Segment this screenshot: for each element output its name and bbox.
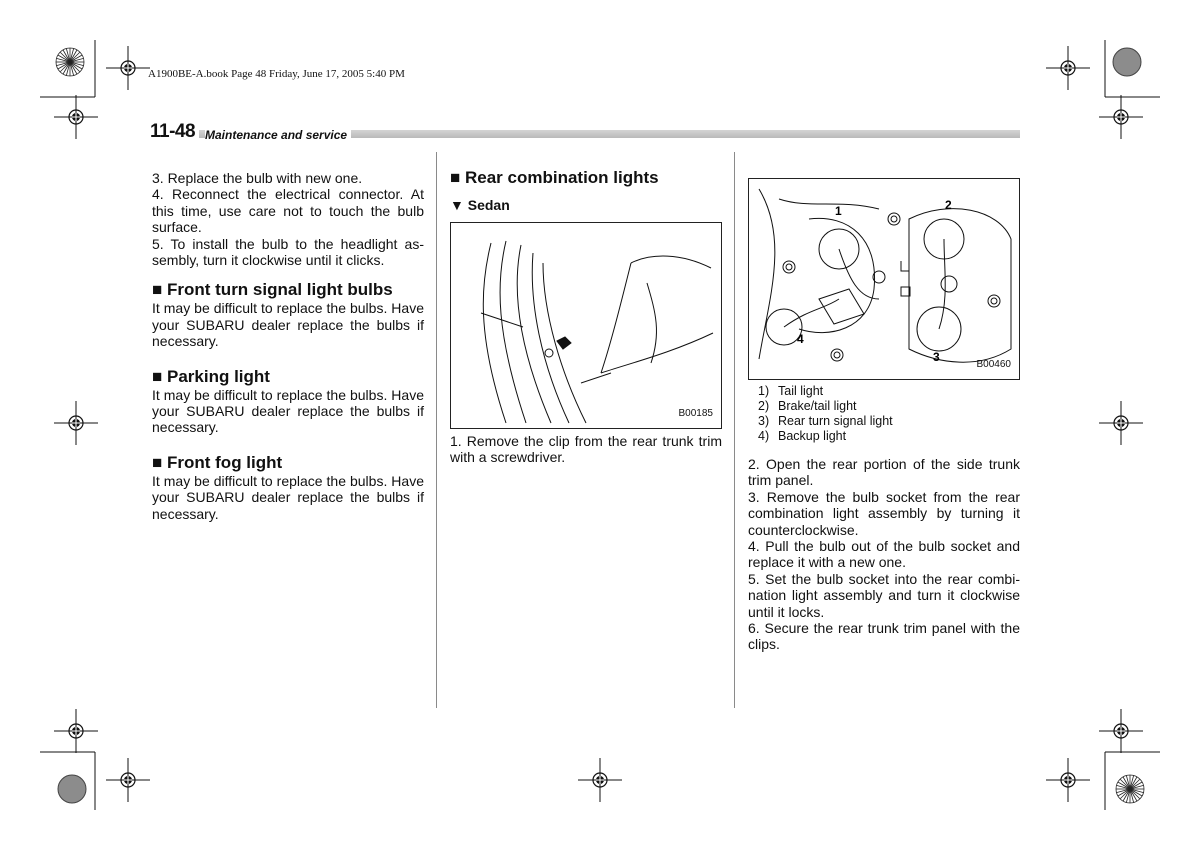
legend-item: 3) Rear turn signal light	[758, 414, 893, 428]
column-divider	[436, 152, 437, 708]
figure-code: B00460	[976, 358, 1011, 370]
step-text: 5. Set the bulb socket into the rear combination light assembly and turn it clockwise until it locks.	[748, 570, 1020, 620]
column-3	[748, 178, 1020, 653]
sub-heading: ▼ Sedan	[450, 197, 510, 213]
section-heading: ■ Front fog light	[152, 452, 283, 472]
callout-label: 1	[835, 204, 842, 218]
column-divider	[734, 152, 735, 708]
callout-label: 4	[797, 332, 804, 346]
section-text: It may be difficult to replace the bulbs. Have your SUBARU dealer replace the bulbs if necessary.	[152, 300, 424, 350]
step-text: 4. Pull the bulb out of the bulb socket and replace it with a new one.	[748, 538, 1020, 571]
rear-light-illustration	[749, 179, 1019, 379]
figure-code: B00185	[678, 407, 713, 419]
step-text: 5. To install the bulb to the headlight assembly, turn it clockwise until it clicks.	[152, 235, 424, 269]
step-text: 6. Secure the rear trunk trim panel with the clips.	[748, 620, 1020, 653]
figure-trunk-trim	[450, 222, 722, 429]
step-text: 2. Open the rear portion of the side trunk trim panel.	[748, 456, 1020, 489]
legend-item: 1) Tail light	[758, 384, 824, 398]
legend-item: 2) Brake/tail light	[758, 399, 857, 413]
section-heading: ■ Parking light	[152, 366, 270, 386]
figure-legend	[758, 384, 1020, 444]
section-text: It may be difficult to replace the bulbs. Have your SUBARU dealer replace the bulbs if necessary.	[152, 386, 424, 436]
figure-rear-light-sockets	[748, 178, 1020, 380]
section-heading: ■ Rear combination lights	[450, 168, 659, 187]
step-text: 1. Remove the clip from the rear trunk trim with a screwdriver.	[450, 433, 722, 466]
callout-label: 3	[933, 350, 940, 364]
step-text: 3. Replace the bulb with new one.	[152, 170, 363, 186]
steps-block	[748, 456, 1020, 653]
section-text: It may be difficult to replace the bulbs. Have your SUBARU dealer replace the bulbs if necessary.	[152, 472, 424, 522]
printer-info-line: A1900BE-A.book Page 48 Friday, June 17, 2005 5:40 PM	[148, 68, 405, 80]
column-2	[450, 168, 722, 466]
column-1	[152, 170, 424, 522]
trunk-trim-illustration	[451, 223, 721, 428]
legend-item: 4) Backup light	[758, 429, 847, 443]
page-number: 11-48	[150, 121, 199, 143]
section-name: Maintenance and service	[205, 127, 351, 143]
step-text: 3. Remove the bulb socket from the rear combination light assembly by turning it counterclockwise.	[748, 488, 1020, 538]
callout-label: 2	[945, 198, 952, 212]
section-heading: ■ Front turn signal light bulbs	[152, 280, 393, 300]
step-text: 4. Reconnect the electrical connector. At this time, use care not to touch the bulb surface.	[152, 186, 424, 236]
